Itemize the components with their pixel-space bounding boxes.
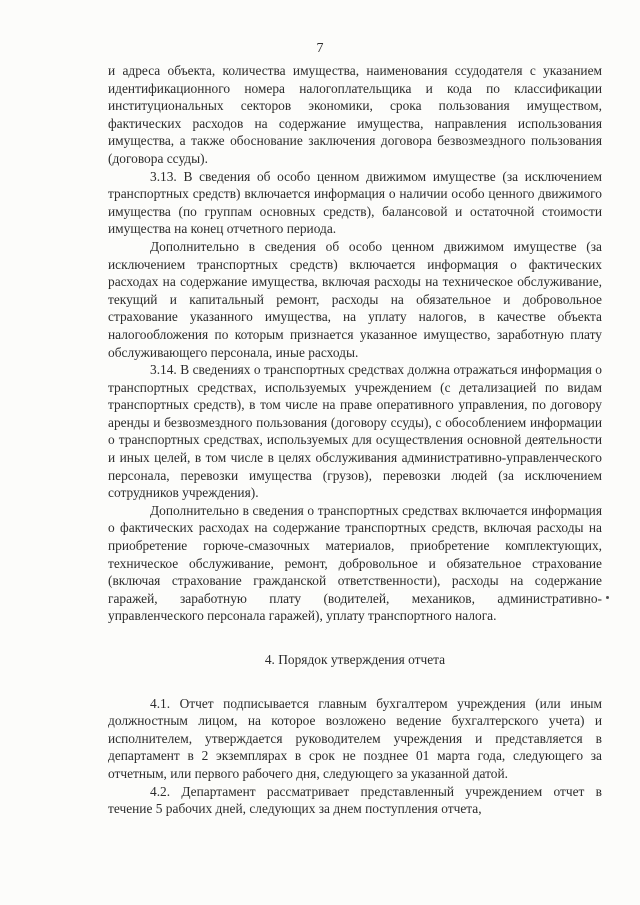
section-heading: 4. Порядок утверждения отчета <box>264 652 446 667</box>
document-body <box>108 62 602 818</box>
paragraph-3-13-additional: Дополнительно в сведения об особо ценном движимом имуществе (за исключением транспортных средств) включается информация о фактических расходах на содержание имущества, включая расходы на техническое обслуживание, текущий и капитальный ремонт, расходы на обязательное и добровольное страхование указанного имущества, на уплату налогов, в качестве объекта налогообложения по которым признается указанное имущество, заработную плату обслуживающего персонала, иные расходы. <box>108 238 602 360</box>
paragraph-continuation: и адреса объекта, количества имущества, наименования ссудодателя с указанием идентификационного номера налогоплательщика и кода по классификации институциональных секторов экономики, срока пользования имуществом, фактических расходов на содержание имущества, направления использования имущества, а также обоснование заключения договора безвозмездного пользования (договора ссуды). <box>108 63 602 166</box>
paragraph-3-14: 3.14. В сведениях о транспортных средствах должна отражаться информация о транспортных средствах, используемых учреждением (с детализацией по видам транспортных средств), в том числе на праве оперативного управления, по договору аренды и безвозмездного пользования (договору ссуды), с обособлением информации о транспортных средствах, используемых для осуществления основной деятельности и иных целей, в том числе в целях обслуживания административно-управленческого персонала, перевозки имущества (грузов), перевозки людей (за исключением сотрудников учреждения). <box>108 362 602 501</box>
paragraph-3-13: 3.13. В сведения об особо ценном движимом имуществе (за исключением транспортных средств) включается информация о наличии особо ценного движимого имущества (по группам основных средств), балансовой и остаточной стоимости имущества на конец отчетного периода. <box>108 168 602 237</box>
paragraph-3-14-additional: Дополнительно в сведения о транспортных средствах включается информация о фактических расходах на содержание транспортных средств, включая расходы на приобретение горюче-смазочных материалов, приобретение комплектующих, техническое обслуживание, ремонт, добровольное и обязательное страхование (включая страхование гражданской ответственности), расходы на содержание гаражей, заработную плату (водителей, механиков, административно-управленческого персонала гаражей), уплату транспортного налога. <box>108 502 602 624</box>
paragraph-4-2: 4.2. Департамент рассматривает представленный учреждением отчет в течение 5 рабочих дней, следующих за днем поступления отчета, <box>108 783 602 817</box>
scan-speck <box>606 596 609 599</box>
paragraph-4-1: 4.1. Отчет подписывается главным бухгалтером учреждения (или иным должностным лицом, на которое возложено ведение бухгалтерского учета) и исполнителем, утверждается руководителем учреждения и представляется в департамент в 2 экземплярах в срок не позднее 01 марта года, следующего за отчетным, или первого рабочего дня, следующего за указанной датой. <box>108 695 602 781</box>
page-number: 7 <box>316 41 324 56</box>
